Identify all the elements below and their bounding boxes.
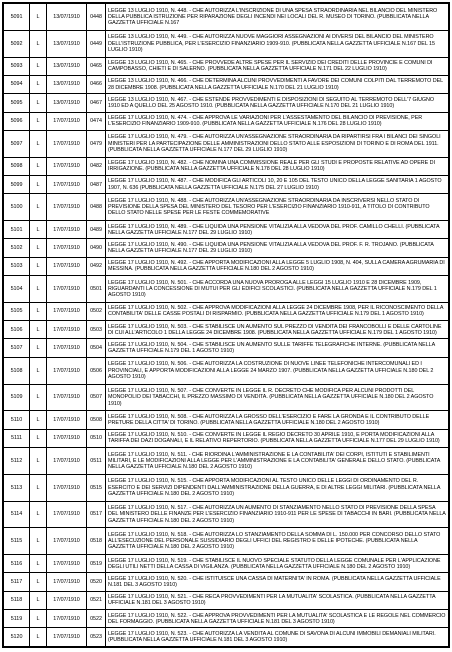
record-date: 17/07/1910	[47, 628, 87, 647]
record-description: LEGGE 13 LUGLIO 1910, N. 467. - CHE ESTENDE PROVVEDIMENTI E DISPOSIZIONI DI SEGUITO AL TERREMOTO DELL'7 GIUGNO 1910 ED A QUELLO DEL 25 AGOSTO 1910. (PUBBLICATA NELLA GAZZETTA UFFICIALE N.170 DEL 21 LUGLIO 1910)	[106, 94, 449, 112]
record-code: 0504	[87, 339, 106, 357]
record-number: 5112	[4, 447, 30, 474]
record-number: 5113	[4, 474, 30, 501]
record-date: 17/07/1910	[47, 302, 87, 320]
table-row	[4, 112, 449, 130]
record-code: 0489	[87, 221, 106, 239]
record-code: 0517	[87, 501, 106, 528]
record-type: L	[30, 75, 47, 93]
record-type: L	[30, 321, 47, 339]
record-number: 5110	[4, 411, 30, 429]
record-date: 17/07/1910	[47, 528, 87, 555]
record-number: 5098	[4, 157, 30, 175]
record-type: L	[30, 411, 47, 429]
record-type: L	[30, 555, 47, 573]
table-row	[4, 447, 449, 474]
record-code: 0466	[87, 75, 106, 93]
record-code: 0479	[87, 130, 106, 157]
record-type: L	[30, 30, 47, 57]
register-sheet	[2, 2, 450, 648]
table-row	[4, 411, 449, 429]
record-date: 13/07/1910	[47, 30, 87, 57]
record-number: 5104	[4, 276, 30, 303]
record-date: 17/07/1910	[47, 239, 87, 257]
table-row	[4, 221, 449, 239]
record-date: 17/07/1910	[47, 194, 87, 221]
record-code: 0502	[87, 302, 106, 320]
table-row	[4, 75, 449, 93]
record-number: 5115	[4, 528, 30, 555]
record-code: 0510	[87, 429, 106, 447]
record-number: 5106	[4, 321, 30, 339]
legislation-register-table	[3, 3, 449, 647]
table-row	[4, 591, 449, 609]
record-code: 0482	[87, 157, 106, 175]
record-description: LEGGE 17 LUGLIO 1910, N. 504. - CHE STABILISCE UN AUMENTO SULLE TARIFFE TELEGRAFICHE INTERNE. (PUBBLICATA NELLA GAZZETTA UFFICIALE N.179 DEL 1 AGOSTO 1910)	[106, 339, 449, 357]
record-description: LEGGE 17 LUGLIO 1910, N. 520. - CHE ISTITUISCE UNA CASSA DI MATERNITA' IN ROMA. (PUBBLICATA NELLA GAZZETTA UFFICIALE N.181 DEL 3 AGOSTO 1910)	[106, 573, 449, 591]
record-description: LEGGE 17 LUGLIO 1910, N. 503. - CHE STABILISCE UN AUMENTO SUL PREZZO DI VENDITA DEI FRANCOBOLLI E DELLE CARTOLINE DI CUI ALL'ARTICOLO 1 DELLA LEGGE 24 DICEMBRE 1908. (PUBBLICATA NELLA GAZZETTA UFFICIALE N.179 DEL 1 AGOSTO 1910)	[106, 321, 449, 339]
record-type: L	[30, 94, 47, 112]
record-description: LEGGE 17 LUGLIO 1910, N. 490. - CHE LIQUIDA UNA PENSIONE VITALIZIA ALLA VEDOVA DEL PROF. F. R. TROJANO. (PUBBLICATA NELLA GAZZETTA UFFICIALE N.177 DEL 29 LUGLIO 1910)	[106, 239, 449, 257]
record-type: L	[30, 57, 47, 75]
record-number: 5093	[4, 57, 30, 75]
record-code: 0522	[87, 610, 106, 628]
record-date: 17/07/1910	[47, 276, 87, 303]
record-number: 5099	[4, 175, 30, 193]
record-date: 13/07/1910	[47, 4, 87, 31]
record-type: L	[30, 339, 47, 357]
record-code: 0503	[87, 321, 106, 339]
record-type: L	[30, 276, 47, 303]
record-date: 17/07/1910	[47, 555, 87, 573]
record-number: 5101	[4, 221, 30, 239]
record-description: LEGGE 17 LUGLIO 1910, N. 479. - CHE AUTORIZZA UN'ASSEGNAZIONE STRAORDINARIA DA RIPARTIRSI FRA I BILANCI DEI SINGOLI MINISTERI PER LA PARTECIPAZIONE DELLE AMMINISTRAZIONI DELLO STATO ALLE ESPOSIZIONI DI TORINO E DI ROMA DEL 1911. (PUBBLICATA NELLA GAZZETTA UFFICIALE N.177 DEL 29 LUGLIO 1910)	[106, 130, 449, 157]
record-description: LEGGE 17 LUGLIO 1910, N. 506. - CHE AUTORIZZA LA COSTRUZIONE DI NUOVE LINEE TELEFONICHE INTERCOMUNALI ED I PROVINCIALI, E APPORTA MODIFICAZIONI ALLA LEGGE 24 MARZO 1907. (PUBBLICATA NELLA GAZZETTA UFFICIALE N.180 DEL 2 AGOSTO 1910)	[106, 357, 449, 384]
record-date: 17/07/1910	[47, 411, 87, 429]
record-number: 5114	[4, 501, 30, 528]
table-row	[4, 555, 449, 573]
table-row	[4, 4, 449, 31]
record-type: L	[30, 239, 47, 257]
record-date: 17/07/1910	[47, 447, 87, 474]
record-date: 17/07/1910	[47, 501, 87, 528]
record-type: L	[30, 357, 47, 384]
record-description: LEGGE 13 LUGLIO 1910, N. 466. - CHE DETERMINA ALCUNI PROVVEDIMENTI A FAVORE DEI COMUNI COLPITI DAL TERREMOTO DEL 28 DICEMBRE 1908. (PUBBLICATA NELLA GAZZETTA UFFICIALE N.170 DEL 21 LUGLIO 1910)	[106, 75, 449, 93]
record-code: 0507	[87, 384, 106, 411]
record-code: 0488	[87, 194, 106, 221]
record-description: LEGGE 17 LUGLIO 1910, N. 523. - CHE AUTORIZZA LA VENDITA AL COMUNE DI SAVONA DI ALCUNI IMMOBILI DEMANIALI MILITARI. (PUBBLICATA NELLA GAZZETTA UFFICIALE N.181 DEL 3 AGOSTO 1910)	[106, 628, 449, 647]
record-description: LEGGE 13 LUGLIO 1910, N. 465. - CHE PROVVEDE ALTRE SPESE PER IL SERVIZIO DEI CREDITI DELLE PROVINCIE E COMUNI DI CAMPOBASSO, CHIETI E DI SALERNO. (PUBBLICATA NELLA GAZZETTA UFFICIALE N.171 DEL 22 LUGLIO 1910)	[106, 57, 449, 75]
record-code: 0523	[87, 628, 106, 647]
record-code: 0501	[87, 276, 106, 303]
record-code: 0506	[87, 357, 106, 384]
record-description: LEGGE 17 LUGLIO 1910, N. 508. - CHE AUTORIZZA LA GROSSO DELL'ESERCIZIO E FARE LA GRONDA E IL CONTRIBUTO DELLE PRETURE DELLA CITTA' DI TORINO. (PUBBLICATA NELLA GAZZETTA UFFICIALE N.180 DEL 2 AGOSTO 1910)	[106, 411, 449, 429]
table-row	[4, 157, 449, 175]
record-type: L	[30, 221, 47, 239]
record-code: 0515	[87, 474, 106, 501]
record-type: L	[30, 447, 47, 474]
record-description: LEGGE 17 LUGLIO 1910, N. 501. - CHE ACCORDA UNA NUOVA PROROGA ALLE LEGGI 15 LUGLIO 1910 E 28 DICEMBRE 1909, RIGUARDANTI LA CONCESSIONE DI MUTUI PER GLI EDIFICI SCOLASTICI. (PUBBLICATA NELLA GAZZETTA UFFICIALE N.179 DEL 1 AGOSTO 1910)	[106, 276, 449, 303]
table-row	[4, 30, 449, 57]
record-description: LEGGE 13 LUGLIO 1910, N. 449. - CHE AUTORIZZA NUOVE MAGGIORI ASSEGNAZIONI AI DIVERSI DEL BILANCIO DEL MINISTERO DELL'ISTRUZIONE PUBBLICA, PER L'ESERCIZIO FINANZIARIO 1909-910. (PUBBLICATA NELLA GAZZETTA UFFICIALE N.167 DEL 15 LUGLIO 1910)	[106, 30, 449, 57]
record-type: L	[30, 474, 47, 501]
record-description: LEGGE 17 LUGLIO 1910, N. 488. - CHE AUTORIZZA UN'ASSEGNAZIONE STRAORDINARIA DA INSCRIVERSI NELLO STATO DI PREVISIONE DELLA SPESA DEL MINISTERO DEL TESORO PER L'ESERCIZIO FINANZIARIO 1910-911, A TITOLO DI CONTRIBUTO DELLO STATO NELLE SPESE PER LE FESTE COMMEMORATIVE	[106, 194, 449, 221]
table-row	[4, 474, 449, 501]
record-number: 5103	[4, 257, 30, 275]
table-row	[4, 239, 449, 257]
record-type: L	[30, 628, 47, 647]
table-row	[4, 357, 449, 384]
record-description: LEGGE 17 LUGLIO 1910, N. 519. - CHE STABILISCE IL NUOVO SPECIALE STATUTO DELLA LEGGE COMUNALE PER L'APPLICAZIONE DEGLI UTILI NETTI DELLA CASSA DI VIGILANZA. (PUBBLICATA NELLA GAZZETTA UFFICIALE N.180 DEL 2 AGOSTO 1910)	[106, 555, 449, 573]
record-date: 13/07/1910	[47, 57, 87, 75]
record-code: 0448	[87, 4, 106, 31]
record-number: 5092	[4, 30, 30, 57]
table-row	[4, 429, 449, 447]
table-row	[4, 528, 449, 555]
record-number: 5107	[4, 339, 30, 357]
record-code: 0520	[87, 573, 106, 591]
record-number: 5111	[4, 429, 30, 447]
record-code: 0511	[87, 447, 106, 474]
table-row	[4, 610, 449, 628]
record-description: LEGGE 17 LUGLIO 1910, N. 517. - CHE AUTORIZZA UN AUMENTO DI STANZIAMENTO NELLO STATO DI PREVISIONE DELLA SPESA DEL MINISTERO DELLE FINANZE PER L'ESERCIZIO FINANZIARIO 1910-911 PER LE SPESE DI TABACCHI IN BARI. (PUBBLICATA NELLA GAZZETTA UFFICIALE N.180 DEL 2 AGOSTO 1910)	[106, 501, 449, 528]
record-date: 17/07/1910	[47, 175, 87, 193]
table-row	[4, 573, 449, 591]
record-type: L	[30, 429, 47, 447]
record-number: 5117	[4, 573, 30, 591]
table-row	[4, 257, 449, 275]
record-date: 17/07/1910	[47, 357, 87, 384]
record-description: LEGGE 17 LUGLIO 1910, N. 492. - CHE APPORTA MODIFICAZIONI ALLA LEGGE 5 LUGLIO 1908, N. 404, SULLA CAMERA AGRUMARIA DI MESSINA. (PUBBLICATA NELLA GAZZETTA UFFICIALE N.180 DEL 2 AGOSTO 1910)	[106, 257, 449, 275]
record-description: LEGGE 17 LUGLIO 1910, N. 502. - CHE APPROVA MODIFICAZIONI ALLA LEGGE 24 DICEMBRE 1908, PER IL RICONOSCIMENTO DELLA CONTABILITA' DELLE CASSE POSTALI DI RISPARMIO. (PUBBLICATA NELLA GAZZETTA UFFICIALE N.179 DEL 1 AGOSTO 1910)	[106, 302, 449, 320]
record-date: 17/07/1910	[47, 429, 87, 447]
record-number: 5094	[4, 75, 30, 93]
record-date: 17/07/1910	[47, 573, 87, 591]
record-type: L	[30, 157, 47, 175]
record-description: LEGGE 17 LUGLIO 1910, N. 507. - CHE CONVERTE IN LEGGE IL R. DECRETO CHE MODIFICA PER ALCUNI PRODOTTI DEL MONOPOLIO DEI TABACCHI, IL PREZZO MASSIMO DI VENDITA. (PUBBLICATA NELLA GAZZETTA UFFICIALE N.180 DEL 2 AGOSTO 1910)	[106, 384, 449, 411]
record-description: LEGGE 17 LUGLIO 1910, N. 518. - CHE AUTORIZZA LO STANZIAMENTO DELLA SOMMA DI L. 150.000 PER CONCORSO DELLO STATO ALL'ESECUZIONE DEL PERSONALE SUSSIDIARIO DEGLI UFFICI DEL REGISTRO E DELLE IPOTECHE. (PUBBLICATA NELLA GAZZETTA UFFICIALE N.180 DEL 2 AGOSTO 1910)	[106, 528, 449, 555]
record-description: LEGGE 17 LUGLIO 1910, N. 522. - CHE APPROVA PROVVEDIMENTI PER LA MUTUALITA' SCOLASTICA E LE REGOLE NEL COMMERCIO DEL FORMAGGIO. (PUBBLICATA NELLA GAZZETTA UFFICIALE N.181 DEL 3 AGOSTO 1910)	[106, 610, 449, 628]
record-type: L	[30, 573, 47, 591]
record-type: L	[30, 528, 47, 555]
record-type: L	[30, 175, 47, 193]
record-code: 0487	[87, 175, 106, 193]
record-date: 13/07/1910	[47, 94, 87, 112]
record-description: LEGGE 17 LUGLIO 1910, N. 510. - CHE CONVERTE IN LEGGE IL REGIO DECRETO 30 APRILE 1910, E PORTA MODIFICAZIONI ALLA TARIFFA DEI DAZI DOGANALI, E IL RELATIVO REPERTORIO. (PUBBLICATA NELLA GAZZETTA UFFICIALE N.177 DEL 29 LUGLIO 1910)	[106, 429, 449, 447]
record-date: 17/07/1910	[47, 339, 87, 357]
table-row	[4, 175, 449, 193]
record-description: LEGGE 17 LUGLIO 1910, N. 511. - CHE RIORDINA L'AMMINISTRAZIONE E LA CONTABILITA' DEI CORPI, ISTITUTI E STABILIMENTI MILITARI, E LE MODIFICAZIONI ALLA LEGGE PER L'AMMINISTRAZIONE E LA CONTABILITA' GENERALE DELLO STATO. (PUBBLICATA NELLA GAZZETTA UFFICIALE N.180 DEL 2 AGOSTO 1910)	[106, 447, 449, 474]
record-date: 17/07/1910	[47, 321, 87, 339]
record-description: LEGGE 17 LUGLIO 1910, N. 487. - CHE MODIFICA GLI ARTICOLI 10, 20 E 105 DEL TESTO UNICO DELLA LEGGE SANITARIA 1 AGOSTO 1907, N. 636 (PUBBLICATA NELLA GAZZETTA UFFICIALE N.175 DEL 27 LUGLIO 1910)	[106, 175, 449, 193]
record-number: 5109	[4, 384, 30, 411]
record-code: 0465	[87, 57, 106, 75]
table-row	[4, 94, 449, 112]
record-type: L	[30, 384, 47, 411]
record-date: 17/07/1910	[47, 257, 87, 275]
table-row	[4, 276, 449, 303]
table-row	[4, 130, 449, 157]
record-date: 17/07/1910	[47, 130, 87, 157]
record-date: 13/07/1910	[47, 75, 87, 93]
record-type: L	[30, 610, 47, 628]
table-row	[4, 384, 449, 411]
record-code: 0474	[87, 112, 106, 130]
table-row	[4, 321, 449, 339]
record-code: 0492	[87, 257, 106, 275]
record-date: 17/07/1910	[47, 610, 87, 628]
record-date: 17/07/1910	[47, 112, 87, 130]
record-type: L	[30, 194, 47, 221]
record-description: LEGGE 17 LUGLIO 1910, N. 474. - CHE APPROVA LE VARIAZIONI PER L'ASSESTAMENTO DEL BILANCIO DI PREVISIONE, PER L'ESERCIZIO FINANZIARIO 1909-910. (PUBBLICATA NELLA GAZZETTA UFFICIALE N.176 DEL 28 LUGLIO 1910)	[106, 112, 449, 130]
record-type: L	[30, 591, 47, 609]
record-code: 0521	[87, 591, 106, 609]
record-type: L	[30, 257, 47, 275]
record-number: 5096	[4, 112, 30, 130]
record-number: 5116	[4, 555, 30, 573]
record-code: 0519	[87, 555, 106, 573]
record-date: 17/07/1910	[47, 221, 87, 239]
record-type: L	[30, 130, 47, 157]
record-number: 5100	[4, 194, 30, 221]
record-date: 17/07/1910	[47, 474, 87, 501]
record-date: 17/07/1910	[47, 157, 87, 175]
record-number: 5091	[4, 4, 30, 31]
table-row	[4, 339, 449, 357]
record-number: 5102	[4, 239, 30, 257]
table-row	[4, 57, 449, 75]
record-number: 5120	[4, 628, 30, 647]
record-code: 0508	[87, 411, 106, 429]
record-number: 5105	[4, 302, 30, 320]
record-code: 0518	[87, 528, 106, 555]
table-row	[4, 628, 449, 647]
record-code: 0449	[87, 30, 106, 57]
table-row	[4, 194, 449, 221]
record-description: LEGGE 17 LUGLIO 1910, N. 515. - CHE APPORTA MODIFICAZIONI AL TESTO UNICO DELLE LEGGI DI ORDINAMENTO DEL R. ESERCITO E DEI SERVIZI DIPENDENTI DALL'AMMINISTRAZIONE DELLA GUERRA, E DI ALTRE LEGGI MILITARI. (PUBBLICATA NELLA GAZZETTA UFFICIALE N.180 DEL 2 AGOSTO 1910)	[106, 474, 449, 501]
record-description: LEGGE 17 LUGLIO 1910, N. 482. - CHE NOMINA UNA COMMISSIONE REALE PER GLI STUDI E PROPOSTE RELATIVE AD OPERE DI IRRIGAZIONE. (PUBBLICATA NELLA GAZZETTA UFFICIALE N.178 DEL 28 LUGLIO 1910)	[106, 157, 449, 175]
record-type: L	[30, 501, 47, 528]
record-number: 5097	[4, 130, 30, 157]
record-date: 17/07/1910	[47, 384, 87, 411]
record-description: LEGGE 17 LUGLIO 1910, N. 489. - CHE LIQUIDA UNA PENSIONE VITALIZIA ALLA VEDOVA DEL PROF. CAMILLO CHELLI. (PUBBLICATA NELLA GAZZETTA UFFICIALE N.177 DEL 29 LUGLIO 1910)	[106, 221, 449, 239]
record-date: 17/07/1910	[47, 591, 87, 609]
record-code: 0467	[87, 94, 106, 112]
record-number: 5119	[4, 610, 30, 628]
record-description: LEGGE 13 LUGLIO 1910, N. 448. - CHE AUTORIZZA L'INSCRIZIONE DI UNA SPESA STRAORDINARIA NEL BILANCIO DEL MINISTERO DELLA PUBBLICA ISTRUZIONE PER RIPARAZIONE DEGLI INCENDI NEI LOCALI DEL R. MUSEO DI TORINO. (PUBBLICATA NELLA GAZZETTA UFFICIALE N.167	[106, 4, 449, 31]
table-row	[4, 302, 449, 320]
record-type: L	[30, 4, 47, 31]
record-number: 5095	[4, 94, 30, 112]
record-description: LEGGE 17 LUGLIO 1910, N. 521. - CHE RECA PROVVEDIMENTI PER LA MUTUALITA' SCOLASTICA. (PUBBLICATA NELLA GAZZETTA UFFICIALE N.181 DEL 3 AGOSTO 1910)	[106, 591, 449, 609]
record-type: L	[30, 302, 47, 320]
table-row	[4, 501, 449, 528]
record-code: 0490	[87, 239, 106, 257]
register-body	[4, 4, 449, 647]
record-number: 5118	[4, 591, 30, 609]
record-number: 5108	[4, 357, 30, 384]
record-type: L	[30, 112, 47, 130]
